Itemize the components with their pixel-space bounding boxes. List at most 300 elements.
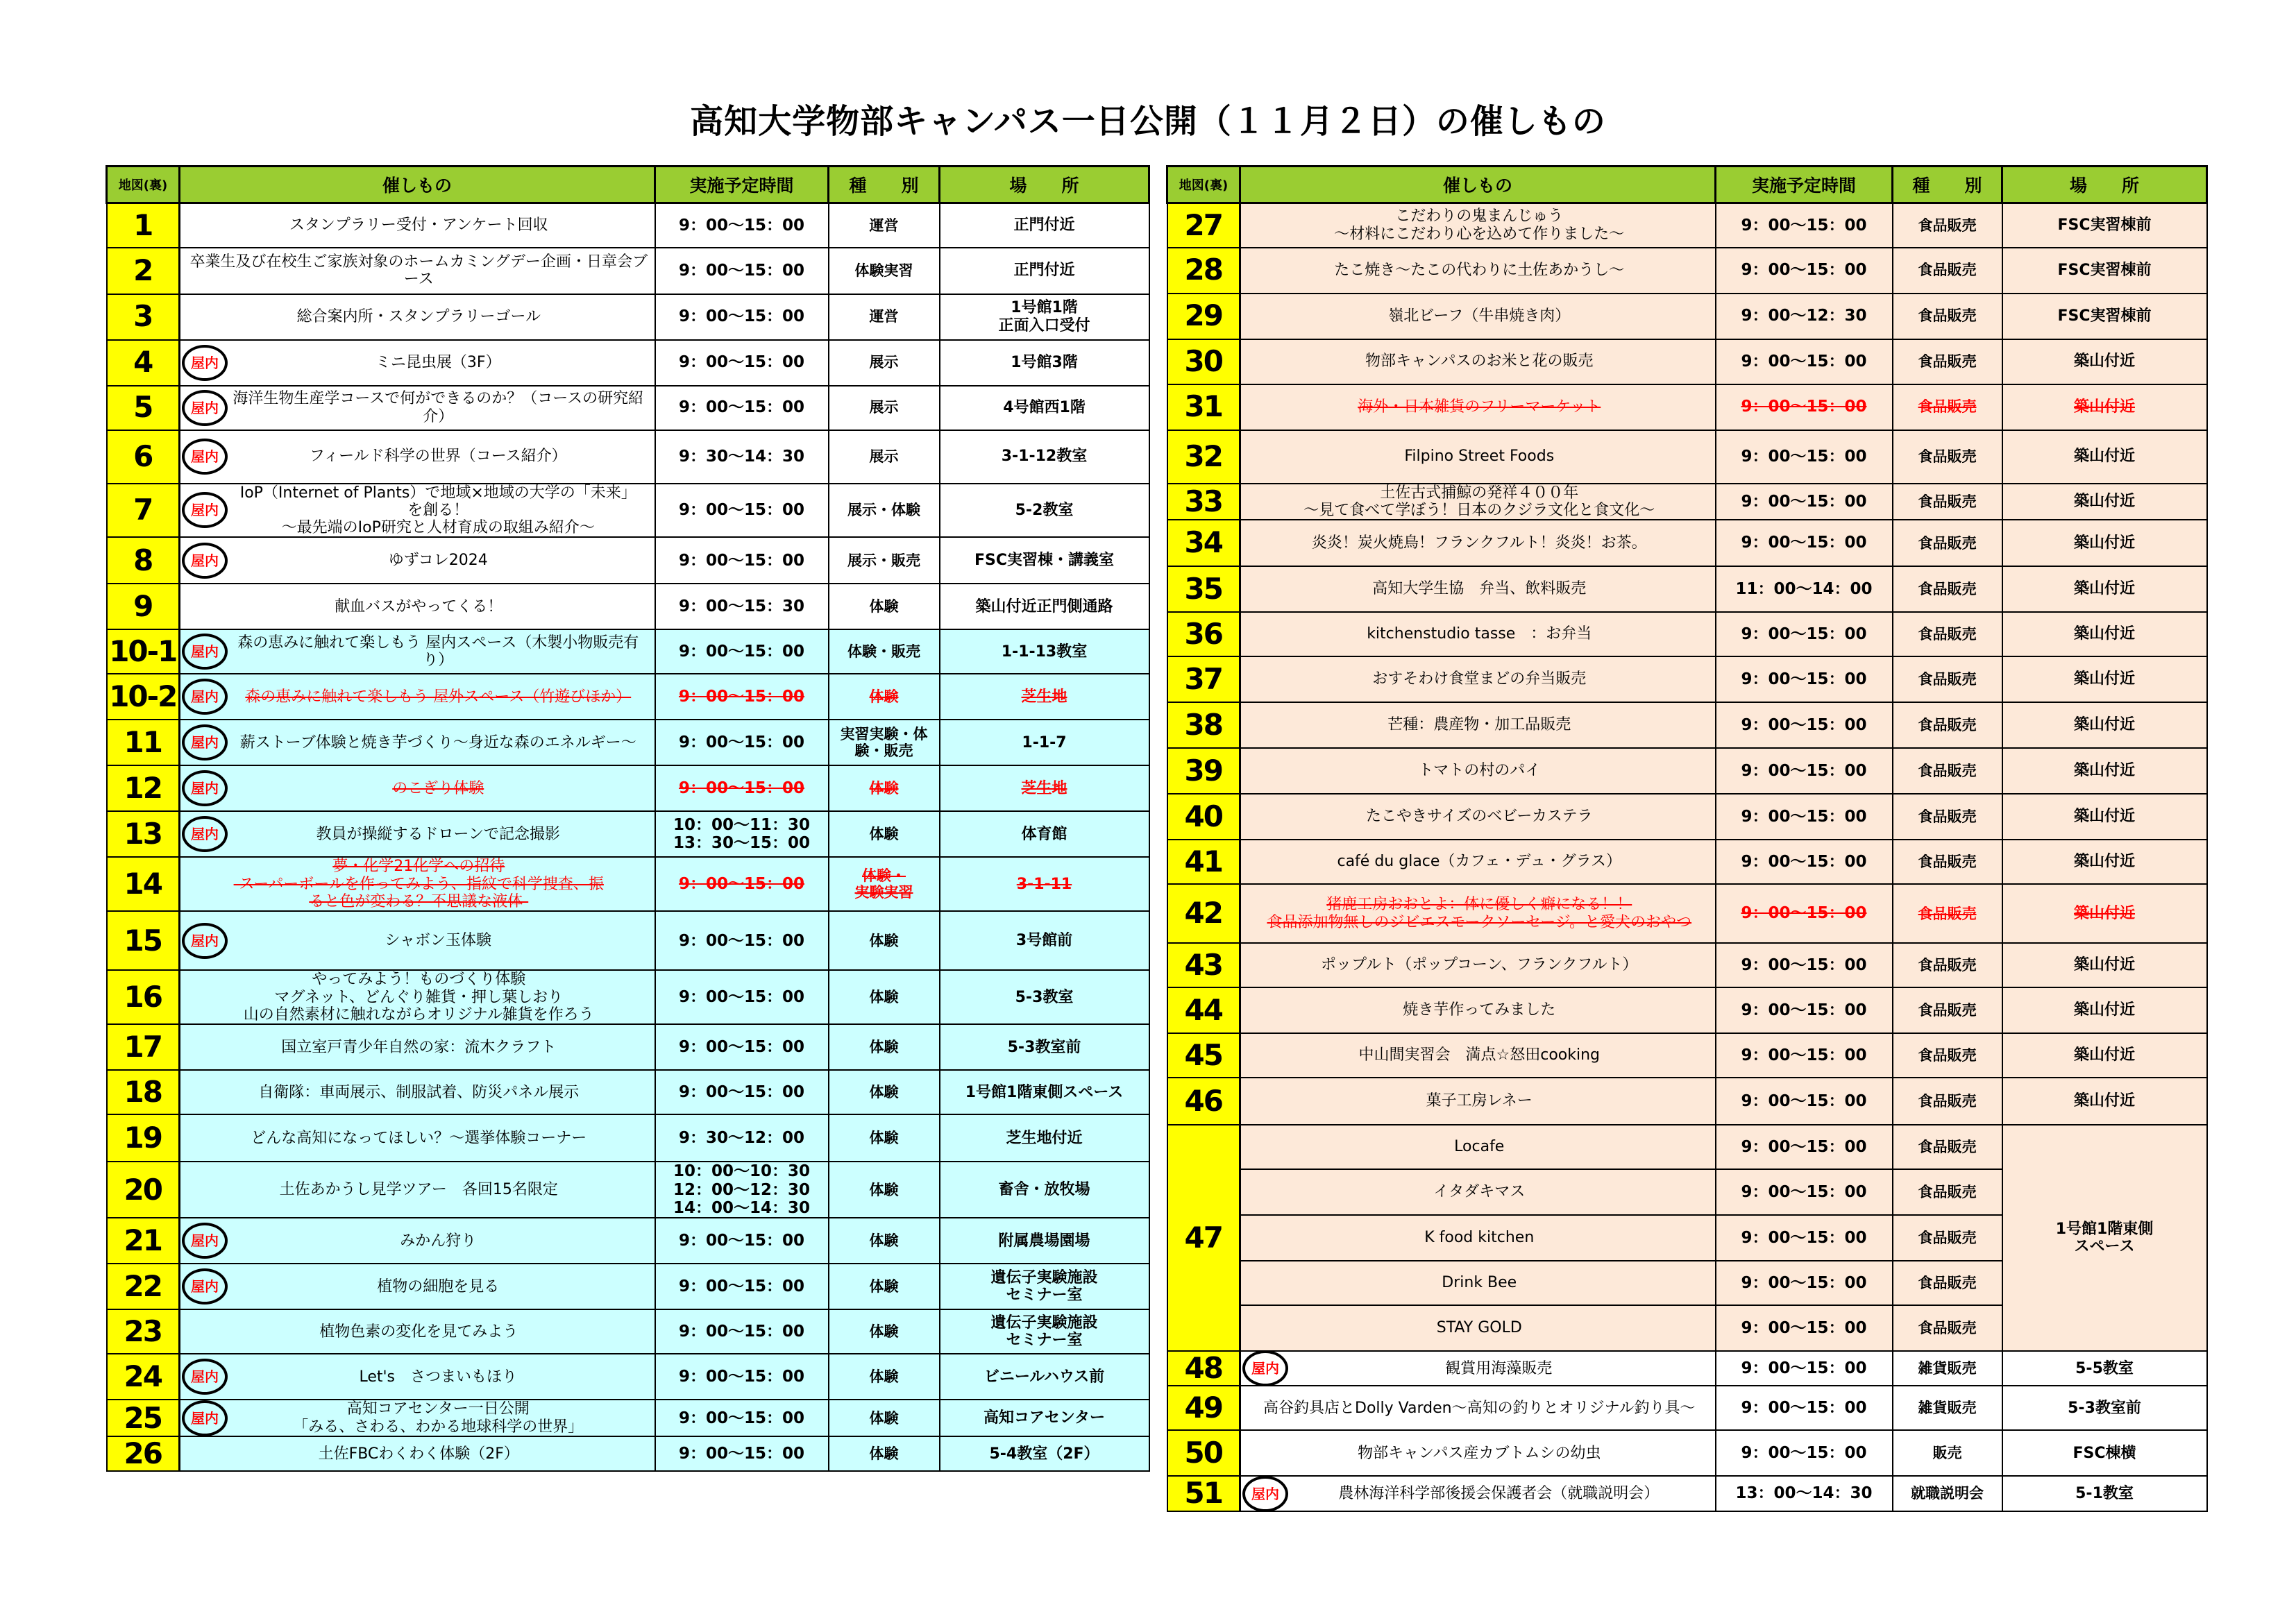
- map-number-text: 37: [1184, 661, 1222, 696]
- event-time-text: 9：00～15：00: [1741, 1318, 1867, 1337]
- event-time-text: 9：00～15：00: [678, 931, 805, 950]
- map-number-text: 11: [124, 725, 162, 760]
- header-time: 実施予定時間: [655, 167, 829, 203]
- event-time: [655, 1264, 829, 1309]
- event-time-text: 9：30～12：00: [678, 1128, 805, 1147]
- event-kind-text: 雑貨販売: [1918, 1400, 1977, 1417]
- map-number: [1167, 248, 1240, 294]
- event-kind: [829, 857, 940, 911]
- event-kind: [1893, 1215, 2002, 1261]
- event-time: [655, 765, 829, 811]
- map-number-text: 7: [133, 493, 153, 527]
- event-time: [655, 911, 829, 970]
- event-time: [1716, 203, 1893, 248]
- event-kind: [1893, 612, 2002, 656]
- event-place: [940, 484, 1149, 538]
- event-time-text: 9：00～15：00: [678, 688, 805, 706]
- event-kind-text: 展示・体験: [847, 502, 920, 519]
- event-name-text: 焼き芋作ってみました: [1403, 1001, 1556, 1019]
- event-place: [940, 386, 1149, 430]
- event-time-text: 9：00～15：00: [1741, 1046, 1867, 1064]
- table-row: [1167, 656, 2207, 702]
- table-row: [107, 911, 1149, 970]
- table-row: [1167, 1125, 2207, 1169]
- event-kind: [829, 911, 940, 970]
- event-name: [180, 1309, 655, 1354]
- map-number: [107, 1070, 180, 1114]
- event-kind: [829, 1218, 940, 1264]
- event-name-text: IoP（Internet of Plants）で地域×地域の大学の「未来」 を創る！ ～最先端のIoP研究と人材育成の取組み紹介～: [239, 484, 636, 537]
- event-place-text: 1号館1階 正面入口受付: [998, 299, 1090, 334]
- event-place: [940, 1264, 1149, 1309]
- event-time: [655, 248, 829, 294]
- event-name-text: のこぎり体験: [392, 779, 484, 797]
- table-row: [1167, 1033, 2207, 1078]
- event-kind-text: 体験・販売: [847, 643, 920, 661]
- table-row: [1167, 203, 2207, 248]
- event-place: [2002, 248, 2207, 294]
- event-place: [940, 294, 1149, 340]
- event-time-text: 9：00～15：00: [678, 1445, 805, 1463]
- event-kind: [1893, 748, 2002, 794]
- event-name: [1240, 1033, 1716, 1078]
- map-number-text: 35: [1184, 571, 1222, 606]
- event-kind-text: 体験: [869, 780, 899, 797]
- event-time: [655, 1400, 829, 1436]
- table-row: [107, 584, 1149, 629]
- table-row: [1167, 1476, 2207, 1511]
- event-place: [940, 430, 1149, 484]
- event-name: [180, 720, 655, 765]
- event-kind: [1893, 987, 2002, 1033]
- table-row: [1167, 748, 2207, 794]
- event-kind-text: 食品販売: [1918, 1184, 1977, 1201]
- event-place-text: 芝生地: [1021, 688, 1067, 706]
- event-place-text: 1号館1階東側 スペース: [2055, 1220, 2154, 1256]
- event-name: [180, 386, 655, 430]
- map-number: [107, 1354, 180, 1400]
- table-row: [1167, 1351, 2207, 1386]
- map-number: [107, 1400, 180, 1436]
- indoor-badge: 屋内: [182, 390, 228, 426]
- map-number-text: 18: [124, 1075, 162, 1110]
- event-name-text: シャボン玉体験: [385, 932, 492, 950]
- event-kind: [1893, 1169, 2002, 1215]
- event-name: [1240, 748, 1716, 794]
- map-number-text: 2: [133, 253, 153, 287]
- event-kind: [829, 1162, 940, 1218]
- event-name-text: 高谷釣具店とDolly Varden～高知の釣りとオリジナル釣り具～: [1263, 1399, 1696, 1417]
- map-number: [1167, 987, 1240, 1033]
- event-kind: [1893, 566, 2002, 612]
- event-kind: [1893, 943, 2002, 987]
- event-place-text: 3-1-12教室: [1001, 448, 1088, 466]
- event-place-text: 芝生地: [1021, 779, 1067, 797]
- event-time: [655, 1354, 829, 1400]
- event-time-text: 9：00～15：00: [1741, 1137, 1867, 1156]
- table-row: [1167, 339, 2207, 384]
- event-place: [2002, 1351, 2207, 1386]
- map-number: [107, 1114, 180, 1162]
- map-number-text: 30: [1184, 343, 1222, 378]
- event-name-text: 芒種：農産物・加工品販売: [1387, 716, 1571, 734]
- event-kind-text: 食品販売: [1918, 1230, 1977, 1247]
- event-time-text: 13：00～14：30: [1735, 1484, 1873, 1503]
- event-time: [655, 203, 829, 248]
- map-number: [107, 203, 180, 248]
- event-place: [2002, 384, 2207, 430]
- event-name: [180, 484, 655, 538]
- event-place-text: 1号館3階: [1011, 353, 1078, 371]
- event-place: [940, 1114, 1149, 1162]
- event-time-text: 9：00～15：00: [1741, 261, 1867, 280]
- event-kind: [829, 584, 940, 629]
- event-place: [2002, 1033, 2207, 1078]
- event-name: [180, 203, 655, 248]
- table-row: [107, 674, 1149, 720]
- map-number: [1167, 1078, 1240, 1125]
- event-name: [180, 1070, 655, 1114]
- events-table-left: [105, 165, 1150, 1472]
- event-time: [1716, 1351, 1893, 1386]
- event-name: [180, 1264, 655, 1309]
- event-kind-text: 食品販売: [1918, 1275, 1977, 1292]
- event-name: [180, 1162, 655, 1218]
- event-place: [2002, 1476, 2207, 1511]
- map-number: [1167, 1386, 1240, 1430]
- event-name-text: 卒業生及び在校生ご家族対象のホームカミングデー企画・日章会ブース: [189, 253, 648, 288]
- event-place-text: 築山付近: [2073, 1001, 2135, 1019]
- event-place-text: 築山付近: [2073, 625, 2135, 643]
- event-place: [940, 1309, 1149, 1354]
- event-place-text: 築山付近: [2073, 716, 2135, 734]
- table-header-row: [1167, 167, 2207, 203]
- header-event: 催しもの: [180, 167, 655, 203]
- map-number: [107, 629, 180, 674]
- event-time-text: 9：00～15：00: [678, 1037, 805, 1056]
- indoor-badge: 屋内: [182, 634, 228, 670]
- event-time: [1716, 484, 1893, 520]
- header-kind: 種 別: [1893, 167, 2002, 203]
- event-time-text: 9：00～15：00: [678, 551, 805, 570]
- table-row: [107, 1114, 1149, 1162]
- event-name-text: kitchenstudio tasse ：お弁当: [1367, 625, 1592, 643]
- event-kind-text: 食品販売: [1918, 671, 1977, 688]
- header-map-number: 地図(裏): [1167, 167, 1240, 203]
- event-time-text: 9：00～15：00: [678, 1409, 805, 1427]
- event-time-text: 9：00～15：00: [1741, 1182, 1867, 1201]
- event-place: [2002, 1430, 2207, 1476]
- event-time: [655, 857, 829, 911]
- event-kind: [1893, 430, 2002, 484]
- event-kind-text: 展示・販売: [847, 552, 920, 569]
- event-time: [1716, 794, 1893, 840]
- event-place: [940, 1436, 1149, 1471]
- event-kind-text: 食品販売: [1918, 262, 1977, 279]
- event-kind: [829, 484, 940, 538]
- indoor-badge: 屋内: [182, 345, 228, 381]
- map-number: [1167, 203, 1240, 248]
- event-name-text: 夢・化学21化学への招待 -スーパーボールを作ってみよう、指紋で科学捜査、振 ると色が変わる？不思議な液体-: [233, 858, 604, 910]
- event-name-text: 高知コアセンター一日公開 「みる、さわる、わかる地球科学の世界」: [293, 1400, 584, 1436]
- map-number-text: 19: [124, 1121, 162, 1155]
- event-kind-text: 食品販売: [1918, 1047, 1977, 1064]
- event-name-text: こだわりの鬼まんじゅう ～材料にこだわり心を込めて作りました～: [1334, 207, 1625, 243]
- event-place-text: 5-3教室: [1015, 988, 1074, 1006]
- event-kind: [1893, 1351, 2002, 1386]
- event-time-text: 9：00～15：00: [678, 261, 805, 280]
- map-number-text: 22: [124, 1269, 162, 1304]
- table-row: [107, 340, 1149, 386]
- event-place: [2002, 203, 2207, 248]
- event-place: [2002, 987, 2207, 1033]
- event-place-text: ビニールハウス前: [984, 1368, 1105, 1386]
- event-time: [1716, 1386, 1893, 1430]
- table-row: [1167, 384, 2207, 430]
- table-row: [107, 857, 1149, 911]
- event-name: [1240, 1078, 1716, 1125]
- map-number: [107, 720, 180, 765]
- event-place: [2002, 702, 2207, 748]
- table-row: [107, 1218, 1149, 1264]
- map-number-text: 6: [133, 439, 153, 473]
- event-time-text: 9：00～15：00: [678, 875, 805, 894]
- event-time-text: 9：00～15：00: [1741, 955, 1867, 974]
- event-kind-text: 食品販売: [1918, 1320, 1977, 1337]
- event-name: [1240, 1386, 1716, 1430]
- map-number: [107, 294, 180, 340]
- event-place-text: FSC実習棟前: [2057, 261, 2152, 279]
- table-row: [1167, 294, 2207, 339]
- map-number-text: 1: [133, 207, 153, 242]
- event-name-text: 菓子工房レネー: [1426, 1092, 1533, 1110]
- map-number-text: 45: [1184, 1037, 1222, 1072]
- event-kind: [1893, 884, 2002, 943]
- event-place-text: 畜舎・放牧場: [998, 1181, 1090, 1199]
- map-number-text: 32: [1184, 439, 1222, 473]
- event-place: [940, 1162, 1149, 1218]
- header-event: 催しもの: [1240, 167, 1716, 203]
- map-number: [107, 970, 180, 1024]
- event-time: [1716, 1476, 1893, 1511]
- event-time-text: 9：00～15：00: [678, 988, 805, 1006]
- event-place-text: 1-1-13教室: [1001, 643, 1088, 661]
- event-kind-text: 体験: [869, 1084, 899, 1101]
- event-name: [180, 340, 655, 386]
- event-place-text: 築山付近: [2073, 956, 2135, 974]
- map-number: [107, 248, 180, 294]
- table-row: [107, 765, 1149, 811]
- event-time-text: 10：00～11：30 13：30～15：00: [673, 815, 811, 853]
- event-place: [2002, 1386, 2207, 1430]
- event-place: [2002, 1078, 2207, 1125]
- event-kind-text: 体験: [869, 1039, 899, 1056]
- event-name: [1240, 339, 1716, 384]
- event-place: [940, 584, 1149, 629]
- event-place-text: 5-1教室: [2075, 1484, 2134, 1502]
- table-row: [1167, 884, 2207, 943]
- event-place-text: 3号館前: [1015, 932, 1073, 950]
- event-time-text: 9：00～15：00: [1741, 1399, 1867, 1418]
- event-time: [655, 1070, 829, 1114]
- map-number: [107, 811, 180, 857]
- event-kind-text: 食品販売: [1918, 534, 1977, 552]
- indoor-badge: 屋内: [182, 492, 228, 528]
- event-time-text: 9：00～15：00: [1741, 492, 1867, 511]
- event-name: [1240, 1261, 1716, 1305]
- map-number-text: 48: [1184, 1351, 1222, 1386]
- event-name: [180, 584, 655, 629]
- event-name: [1240, 1215, 1716, 1261]
- event-time: [1716, 943, 1893, 987]
- table-row: [107, 430, 1149, 484]
- event-name-text: イタダキマス: [1433, 1183, 1526, 1201]
- event-name-text: ミニ昆虫展（3F）: [375, 353, 501, 371]
- event-time-text: 9：00～15：00: [1741, 216, 1867, 235]
- indoor-badge: 屋内: [182, 770, 228, 806]
- map-number: [107, 386, 180, 430]
- event-name-text: 物部キャンパスのお米と花の販売: [1365, 352, 1594, 371]
- event-kind-text: 展示: [869, 399, 899, 416]
- event-place: [940, 1024, 1149, 1070]
- event-kind: [1893, 203, 2002, 248]
- map-number: [1167, 1476, 1240, 1511]
- event-kind-text: 食品販売: [1918, 1002, 1977, 1019]
- event-kind: [829, 970, 940, 1024]
- event-name: [1240, 987, 1716, 1033]
- event-name: [180, 674, 655, 720]
- event-place: [2002, 294, 2207, 339]
- event-kind: [1893, 384, 2002, 430]
- event-kind: [1893, 656, 2002, 702]
- event-time-text: 9：00～15：00: [1741, 624, 1867, 643]
- map-number: [1167, 794, 1240, 840]
- event-place: [940, 970, 1149, 1024]
- event-name-text: 中山間実習会 満点☆怒田cooking: [1358, 1046, 1600, 1064]
- event-kind: [1893, 1261, 2002, 1305]
- map-number: [1167, 1430, 1240, 1476]
- map-number: [1167, 1351, 1240, 1386]
- event-time: [655, 537, 829, 584]
- event-name-text: ゆずコレ2024: [388, 552, 488, 570]
- event-place: [940, 765, 1149, 811]
- map-number: [107, 537, 180, 584]
- event-time-text: 9：00～15：00: [1741, 852, 1867, 871]
- event-time-text: 9：00～15：00: [678, 1323, 805, 1341]
- event-place: [2002, 656, 2207, 702]
- event-place: [2002, 612, 2207, 656]
- event-place-text: 3-1-11: [1016, 875, 1072, 893]
- event-name-text: 猪鹿工房おおとよ：体に優しく癖になる！！ 食品添加物無しのジビエスモークソーセージ。と愛犬のおやつ: [1267, 896, 1692, 931]
- event-place: [2002, 520, 2207, 566]
- map-number: [107, 1309, 180, 1354]
- map-number-text: 46: [1184, 1083, 1222, 1118]
- event-place-text: 1号館1階東側スペース: [965, 1083, 1124, 1101]
- event-kind: [829, 1024, 940, 1070]
- header-time: 実施予定時間: [1716, 167, 1893, 203]
- table-row: [107, 1264, 1149, 1309]
- event-place: [940, 340, 1149, 386]
- map-number-text: 39: [1184, 753, 1222, 788]
- event-place: [2002, 566, 2207, 612]
- event-place-text: 築山付近: [2073, 808, 2135, 826]
- table-row: [107, 386, 1149, 430]
- event-kind-text: 体験: [869, 1181, 899, 1198]
- event-kind: [829, 1309, 940, 1354]
- map-number-text: 3: [133, 299, 153, 334]
- event-kind-text: 体験: [869, 826, 899, 843]
- event-name: [180, 911, 655, 970]
- event-name-text: 薪ストーブ体験と焼き芋づくり～身近な森のエネルギー～: [239, 733, 636, 751]
- event-name: [180, 629, 655, 674]
- map-number: [1167, 384, 1240, 430]
- event-place-text: 築山付近: [2073, 580, 2135, 598]
- table-row: [107, 484, 1149, 538]
- header-place: 場 所: [940, 167, 1149, 203]
- table-row: [107, 1309, 1149, 1354]
- event-name: [1240, 702, 1716, 748]
- event-time-text: 9：00～15：00: [1741, 1228, 1867, 1247]
- event-place-text: 築山付近: [2073, 398, 2135, 416]
- event-place: [940, 203, 1149, 248]
- event-place: [2002, 884, 2207, 943]
- event-kind-text: 食品販売: [1918, 1093, 1977, 1110]
- indoor-badge: 屋内: [182, 1400, 228, 1436]
- event-time: [1716, 520, 1893, 566]
- map-number-text: 15: [124, 923, 162, 958]
- event-time-text: 9：00～15：00: [678, 216, 805, 235]
- table-row: [1167, 612, 2207, 656]
- event-kind-text: 食品販売: [1918, 493, 1977, 510]
- event-name-text: 教員が操縦するドローンで記念撮影: [316, 825, 561, 843]
- table-row: [107, 1024, 1149, 1070]
- event-kind: [829, 1400, 940, 1436]
- event-time-text: 9：00～15：00: [1741, 1001, 1867, 1019]
- event-kind-text: 運営: [869, 308, 899, 325]
- table-row: [1167, 1078, 2207, 1125]
- event-time: [1716, 430, 1893, 484]
- event-kind: [829, 811, 940, 857]
- event-name-text: たこ焼き～たこの代わりに土佐あかうし～: [1334, 261, 1625, 279]
- event-time: [1716, 1169, 1893, 1215]
- indoor-badge: 屋内: [182, 543, 228, 579]
- event-name-text: Locafe: [1454, 1138, 1505, 1156]
- event-time: [655, 1309, 829, 1354]
- table-row: [107, 811, 1149, 857]
- map-number-text: 42: [1184, 896, 1222, 931]
- event-kind: [829, 537, 940, 584]
- event-place-text: 築山付近: [2073, 352, 2135, 371]
- map-number-text: 33: [1184, 484, 1222, 518]
- map-number-text: 4: [133, 345, 153, 380]
- event-time: [1716, 1261, 1893, 1305]
- event-time: [1716, 656, 1893, 702]
- event-kind: [829, 1070, 940, 1114]
- map-number: [1167, 840, 1240, 884]
- event-name: [1240, 1305, 1716, 1351]
- map-number: [1167, 339, 1240, 384]
- event-time-text: 9：00～15：00: [678, 733, 805, 752]
- map-number: [1167, 656, 1240, 702]
- map-number-text: 5: [133, 390, 153, 425]
- event-place: [940, 248, 1149, 294]
- event-place: [940, 811, 1149, 857]
- event-place-text: 築山付近: [2073, 1092, 2135, 1110]
- event-place-text: 5-4教室（2F）: [989, 1445, 1099, 1463]
- map-number: [107, 1162, 180, 1218]
- table-row: [107, 1162, 1149, 1218]
- table-row: [1167, 248, 2207, 294]
